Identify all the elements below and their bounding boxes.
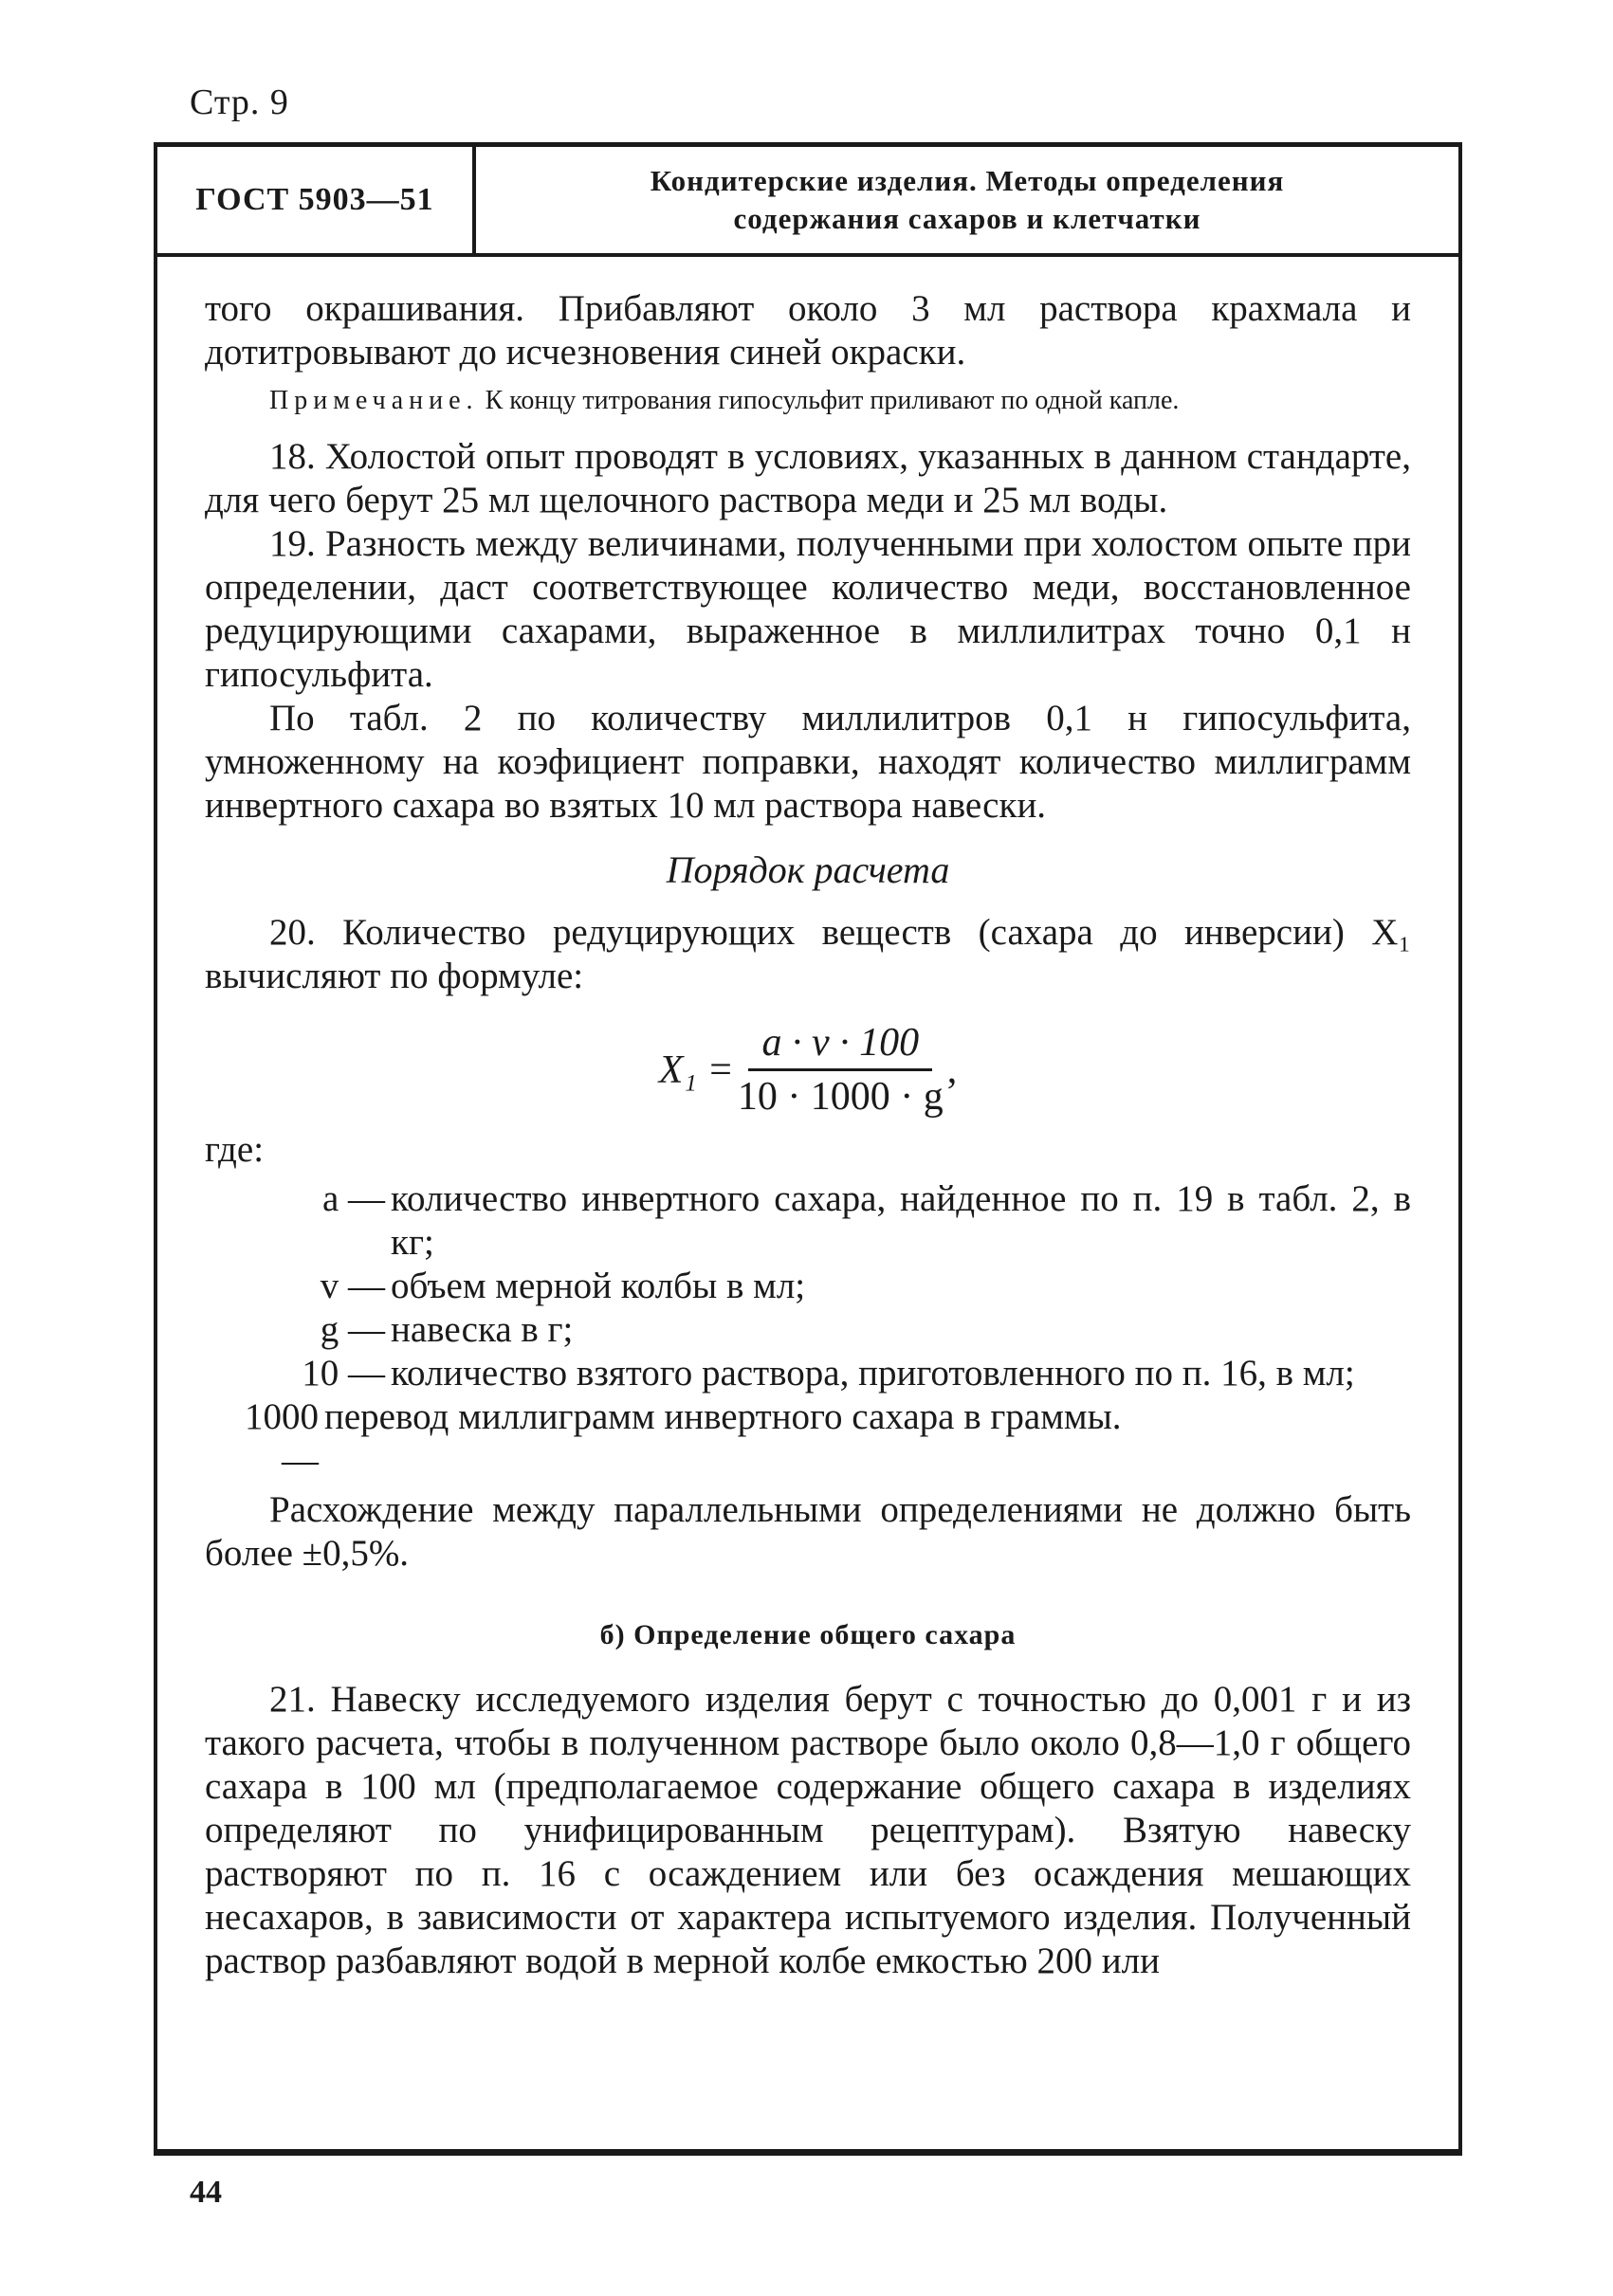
legend-row [205,1395,1411,1483]
legend-row [205,1265,1411,1308]
paragraph-21: 21. Навеску исследуемого изделия берут с точностью до 0,001 г и из такого расчета, чтобы в полученном растворе было около 0,8—1,0 г общего сахара в 100 мл (предполагаемое содержание общего сахара в изделиях определяют по унифицированным рецептурам). Взятую навеску растворяют по п. 16 с осаждением или без осаждения мешающих несахаров, в зависимости от характера испытуемого изделия. Полученный раствор разбавляют водой в мерной колбе емкостью 200 или [205,1679,1411,1981]
legend-row [205,1177,1411,1265]
note-label: Примечание. [269,386,479,415]
legend-symbol: g — [320,1309,385,1350]
subsection-title: б) Определение общего сахара [599,1619,1017,1650]
section-title: Порядок расчета [666,848,950,891]
formula-fraction [738,1021,944,1119]
formula-lhs: X₁ = [658,1048,734,1092]
page-frame [154,142,1462,2156]
header-title-line2: содержания сахаров и клетчатки [733,202,1201,235]
page-label: Стр. 9 [190,82,289,122]
note [205,384,1411,418]
legend-row [205,1308,1411,1352]
legend-definition: навеска в г; [391,1309,574,1350]
formula-tail: , [946,1048,958,1092]
legend-symbol: 10 — [302,1353,385,1394]
legend-definition: количество взятого раствора, приготовленного по п. 16, в мл; [391,1353,1355,1394]
legend-symbol: 1000 — [245,1396,319,1481]
formula-legend [205,1177,1411,1483]
header-title [476,147,1458,253]
paragraph-20: 20. Количество редуцирующих веществ (сахара до инверсии) X₁ вычисляют по формуле: [205,912,1411,996]
formula-numerator: a · v · 100 [748,1021,932,1071]
legend-definition: перевод миллиграмм инвертного сахара в граммы. [324,1396,1122,1437]
paragraph-19: 19. Разность между величинами, полученными при холостом опыте при определении, даст соответствующее количество меди, восстановленное редуцирующими сахарами, выраженное в миллилитрах точно 0,1 н гипосульфита. [205,523,1411,695]
paragraph-intro: того окрашивания. Прибавляют около 3 мл раствора крахмала и дотитровывают до исчезновения синей окраски. [205,288,1411,373]
paragraph-difference: Расхождение между параллельными определениями не должно быть более ±0,5%. [205,1489,1411,1574]
formula [205,1021,1411,1119]
legend-definition: количество инвертного сахара, найденное по п. 19 в табл. 2, в кг; [391,1178,1411,1263]
legend-symbol: a — [321,1178,385,1219]
standard-number: ГОСТ 5903—51 [157,147,476,253]
formula-denominator: 10 · 1000 · g [737,1075,944,1119]
legend-row [205,1352,1411,1395]
legend-definition: объем мерной колбы в мл; [391,1266,806,1306]
header [157,147,1458,257]
where-label: где: [205,1129,265,1170]
paragraph-18: 18. Холостой опыт проводят в условиях, указанных в данном стандарте, для чего берут 25 мл щелочного раствора меди и 25 мл воды. [205,436,1411,520]
page-number: 44 [190,2175,222,2210]
legend-symbol: v — [320,1266,385,1306]
note-text: К концу титрования гипосульфит приливают по одной капле. [478,386,1180,415]
header-title-line1: Кондитерские изделия. Методы определения [650,164,1285,197]
paragraph-19b: По табл. 2 по количеству миллилитров 0,1 н гипосульфита, умноженному на коэфициент поправки, находят количество миллиграмм инвертного сахара во взятых 10 мл раствора навески. [205,698,1411,826]
page-content [205,287,1411,1983]
